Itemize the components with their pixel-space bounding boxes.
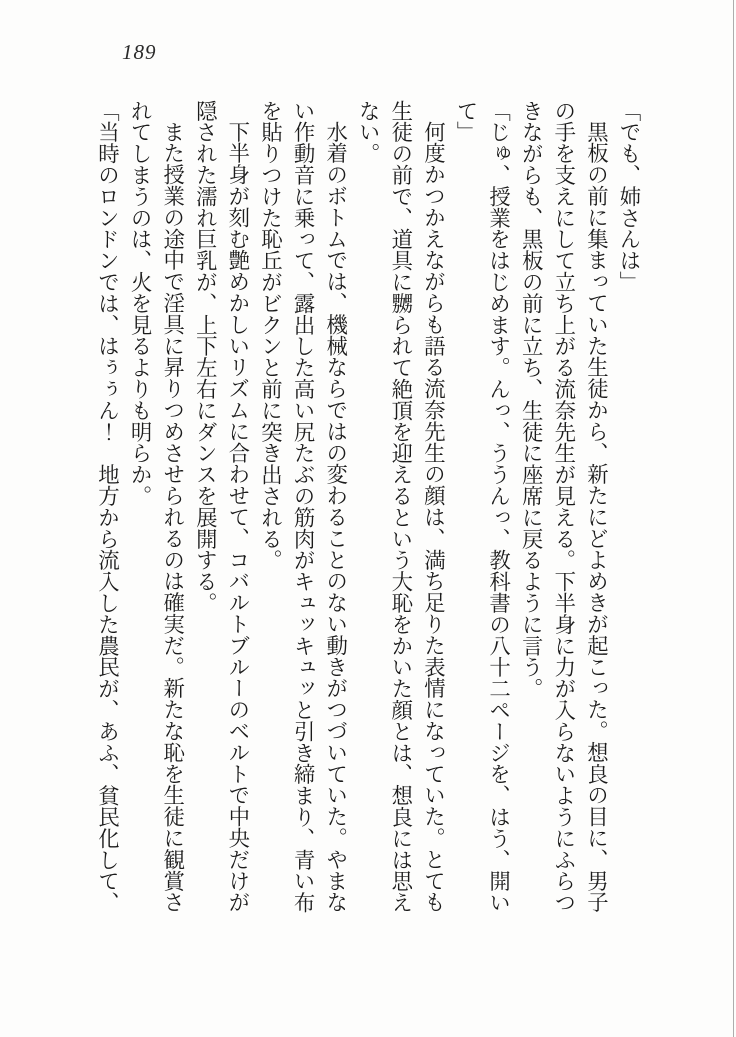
paragraph-dialogue-1: 「でも、姉さんは」 bbox=[617, 100, 641, 293]
paragraph-narration-2: 何度かつかえながらも語る流奈先生の顔は、満ち足りた表情になっていた。とても生徒の前で、道具に嬲られて絶頂を迎えるという大恥をかいた顔とは、想良には思えない。 bbox=[356, 100, 446, 914]
paragraph-narration-1: 黒板の前に集まっていた生徒から、新たにどよめきが起こった。想良の目に、男子の手を支えにして立ち上がる流奈先生が見える。下半身に力が入らないようにふらつきながらも、黒板の前に立ち、生徒に座席に戻るように言う。 bbox=[519, 100, 609, 914]
paragraph-dialogue-3: 「当時のロンドンでは、はぅぅん！ 地方から流入した農民が、あふ、貧民化して、 bbox=[95, 100, 120, 914]
paragraph-narration-4: 下半身が刻む艶めかしいリズムに合わせて、コバルトブルーのベルトで中央だけが隠された濡れ巨乳が、上下左右にダンスを展開する。 bbox=[193, 100, 250, 914]
paragraph-dialogue-2: 「じゅ、授業をはじめます。んっ、ううんっ、教科書の八十二ページを、はう、開いて」 bbox=[454, 100, 511, 914]
page-number: 189 bbox=[122, 40, 157, 64]
vertical-text-block bbox=[89, 100, 645, 922]
paragraph-narration-3: 水着のボトムでは、機械ならではの変わることのない動きがつづいていた。やまない作動音に乗って、露出した高い尻たぶの筋肉がキュッキュッと引き締まり、青い布を貼りつけた恥丘がビクンと前に突き出される。 bbox=[258, 100, 348, 914]
page-edge-scan-line bbox=[733, 0, 734, 1037]
paragraph-narration-5: また授業の途中で淫具に昇りつめさせられるのは確実だ。新たな恥を生徒に観賞されてしまうのは、火を見るよりも明らか。 bbox=[128, 100, 185, 914]
